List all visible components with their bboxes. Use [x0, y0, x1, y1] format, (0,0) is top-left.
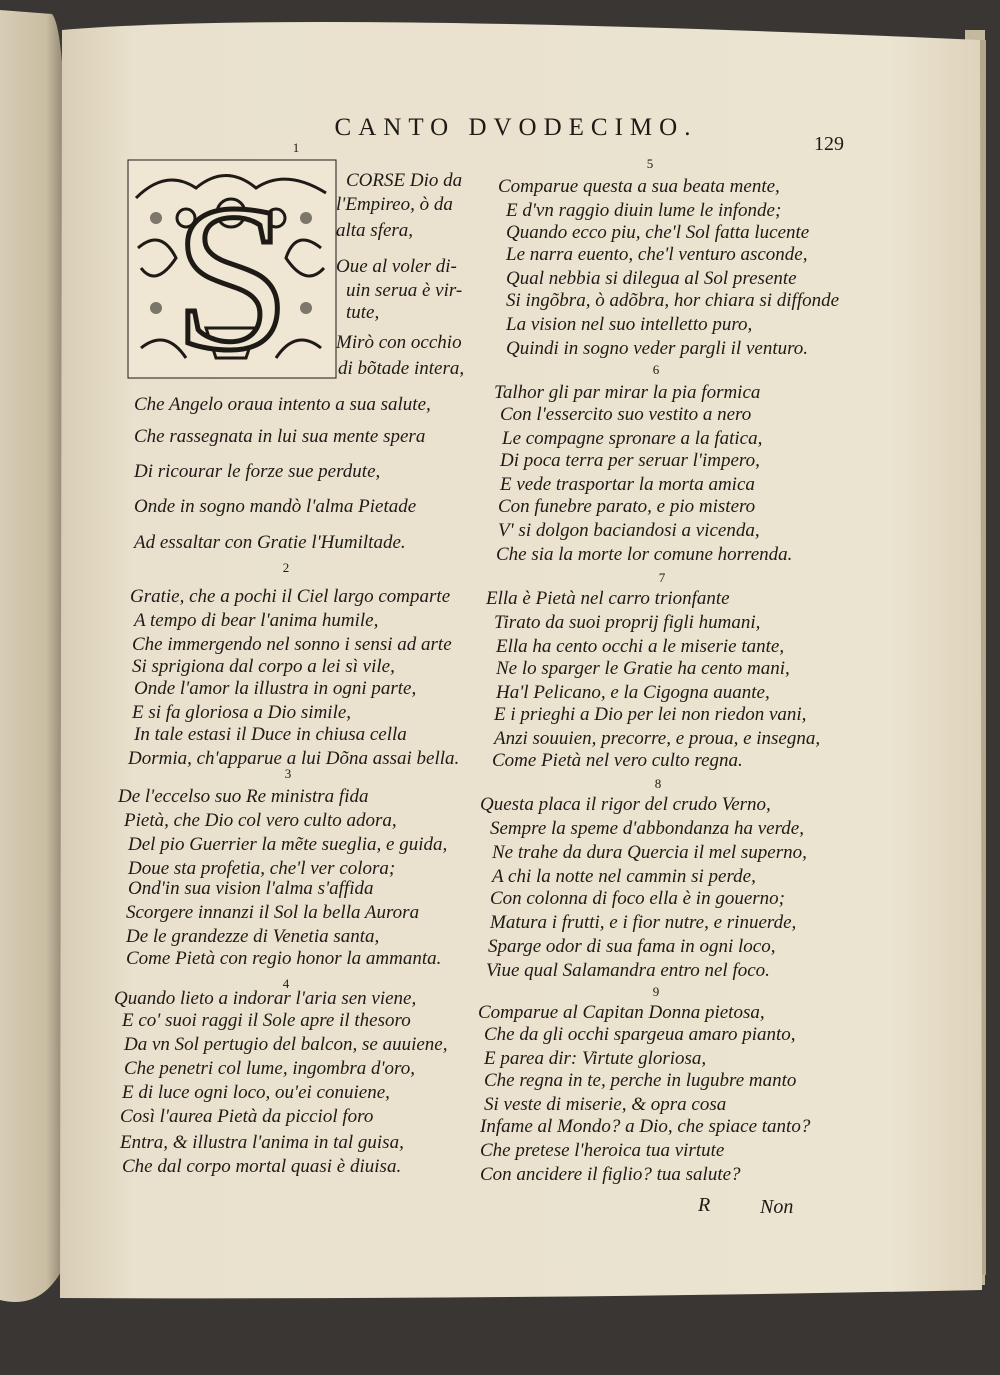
verse-line: In tale estasi il Duce in chiusa cella [134, 724, 407, 745]
verse-line: Di poca terra per seruar l'impero, [500, 450, 760, 471]
verse-line: Sempre la speme d'abbondanza ha verde, [490, 818, 804, 839]
stanza-number: 9 [652, 984, 660, 999]
verse-line: Ond'in sua vision l'alma s'affida [128, 878, 374, 899]
verse-line: Ha'l Pelicano, e la Cigogna auante, [496, 682, 770, 703]
verse-line: Con ancidere il figlio? tua salute? [480, 1164, 741, 1185]
verse-line: Infame al Mondo? a Dio, che spiace tanto? [480, 1116, 811, 1137]
verse-line: Del pio Guerrier la mẽte sueglia, e guida, [128, 834, 448, 855]
verse-line: Così l'aurea Pietà da picciol foro [120, 1106, 374, 1127]
stanza-number: 5 [646, 156, 654, 171]
verse-line: De l'eccelso suo Re ministra fida [118, 786, 369, 807]
verse-line: Anzi souuien, precorre, e proua, e insegna, [494, 728, 821, 749]
verse-line: Gratie, che a pochi il Ciel largo comparte [130, 586, 451, 607]
verse-line: Come Pietà con regio honor la ammanta. [126, 948, 442, 969]
verse-line: Sparge odor di sua fama in ogni loco, [488, 936, 776, 957]
verse-line: Viue qual Salamandra entro nel foco. [486, 960, 770, 981]
stanza-number: 4 [282, 976, 290, 991]
verse-line: E parea dir: Virtute gloriosa, [484, 1048, 707, 1069]
verse-line: De le grandezze di Venetia santa, [126, 926, 380, 947]
verse-line: Qual nebbia si dilegua al Sol presente [506, 268, 797, 289]
verse-line: Talhor gli par mirar la pia formica [494, 382, 761, 403]
signature-mark: R [698, 1194, 711, 1216]
verse-line: A chi la notte nel cammin si perde, [492, 866, 756, 887]
verse-line: Comparue questa a sua beata mente, [498, 176, 780, 197]
stanza-number: 6 [652, 362, 660, 377]
verse-line: Quando ecco piu, che'l Sol fatta lucente [506, 222, 810, 243]
verse-line: Da vn Sol pertugio del balcon, se auuiene, [124, 1034, 448, 1055]
verse-line: di bõtade intera, [338, 358, 465, 379]
stanza-number: 8 [654, 776, 662, 791]
drop-cap-ornament [126, 158, 338, 380]
catchword: Non [760, 1196, 794, 1218]
stanza-number: 7 [658, 570, 666, 585]
verse-line: Che da gli occhi spargeua amaro pianto, [484, 1024, 796, 1045]
verse-line: V' si dolgon baciandosi a vicenda, [498, 520, 760, 541]
verse-line: Ne lo sparger le Gratie ha cento mani, [496, 658, 790, 679]
stanza-number: 1 [292, 140, 300, 155]
verse-line: Che penetri col lume, ingombra d'oro, [124, 1058, 415, 1079]
verse-line: E di luce ogni loco, ou'ei conuiene, [122, 1082, 390, 1103]
verse-line: Scorgere innanzi il Sol la bella Aurora [126, 902, 420, 923]
verse-line: Questa placa il rigor del crudo Verno, [480, 794, 771, 815]
verse-line: Matura i frutti, e i fior nutre, e rinuerde, [490, 912, 797, 933]
verse-line: Entra, & illustra l'anima in tal guisa, [120, 1132, 404, 1153]
verse-line: Si ingõbra, ò adõbra, hor chiara si diffonde [506, 290, 840, 311]
verse-line: Di ricourar le forze sue perdute, [134, 461, 381, 482]
verse-line: A tempo di bear l'anima humile, [134, 610, 379, 631]
verse-line: Onde in sogno mandò l'alma Pietade [134, 496, 417, 517]
stanza-number: 3 [284, 766, 292, 781]
page-number: 129 [814, 133, 844, 155]
verse-line: Ella ha cento occhi a le miserie tante, [496, 636, 785, 657]
verse-line: Che sia la morte lor comune horrenda. [496, 544, 793, 565]
verse-line: Si veste di miserie, & opra cosa [484, 1094, 727, 1115]
verse-line: Che immergendo nel sonno i sensi ad arte [132, 634, 452, 655]
stanza-number: 2 [282, 560, 290, 575]
verse-line: Con l'essercito suo vestito a nero [500, 404, 752, 425]
drop-cap-letter: S [173, 162, 291, 380]
verse-line: Le compagne spronare a la fatica, [502, 428, 763, 449]
verse-line: Quindi in sogno veder pargli il venturo. [506, 338, 809, 359]
verse-line: tute, [346, 302, 380, 323]
verse-line: E i prieghi a Dio per lei non riedon vani, [494, 704, 807, 725]
verse-line: Si sprigiona dal corpo a lei sì vile, [132, 656, 395, 677]
verse-line: Come Pietà nel vero culto regna. [492, 750, 743, 771]
verse-line: Pietà, che Dio col vero culto adora, [124, 810, 397, 831]
verse-line: Che Angelo oraua intento a sua salute, [134, 394, 431, 415]
verse-line: Ella è Pietà nel carro trionfante [486, 588, 730, 609]
running-head: CANTO DVODECIMO. [334, 114, 698, 141]
verse-line: Che dal corpo mortal quasi è diuisa. [122, 1156, 402, 1177]
verse-line: Doue sta profetia, che'l ver colora; [128, 858, 396, 879]
left-page-edge [0, 10, 66, 1302]
verse-line: Quando lieto a indorar l'aria sen viene, [114, 988, 417, 1009]
book-page [66, 26, 978, 1296]
verse-line: Che pretese l'heroica tua virtute [480, 1140, 725, 1161]
verse-line: Con funebre parato, e pio mistero [498, 496, 756, 517]
verse-line: CORSE Dio da [346, 170, 463, 191]
verse-line: alta sfera, [336, 220, 414, 241]
verse-line: Ad essaltar con Gratie l'Humiltade. [134, 532, 406, 553]
verse-line: E co' suoi raggi il Sole apre il thesoro [122, 1010, 411, 1031]
verse-line: Comparue al Capitan Donna pietosa, [478, 1002, 765, 1023]
verse-line: Con colonna di foco ella è in gouerno; [490, 888, 785, 909]
verse-line: La vision nel suo intelletto puro, [506, 314, 753, 335]
verse-line: Mirò con occhio [336, 332, 462, 353]
verse-line: Che regna in te, perche in lugubre manto [484, 1070, 797, 1091]
verse-line: l'Empireo, ò da [336, 194, 453, 215]
verse-line: E vede trasportar la morta amica [500, 474, 755, 495]
verse-line: uin serua è vir- [346, 280, 463, 301]
verse-line: Le narra euento, che'l venturo asconde, [506, 244, 808, 265]
verse-line: Che rassegnata in lui sua mente spera [134, 426, 426, 447]
verse-line: Dormia, ch'apparue a lui Dõna assai bella. [128, 748, 460, 769]
verse-line: E d'vn raggio diuin lume le infonde; [506, 200, 782, 221]
verse-line: Onde l'amor la illustra in ogni parte, [134, 678, 417, 699]
verse-line: E si fa gloriosa a Dio simile, [132, 702, 352, 723]
verse-line: Ne trahe da dura Quercia il mel superno, [492, 842, 807, 863]
verse-line: Tirato da suoi proprij figli humani, [494, 612, 761, 633]
verse-line: Oue al voler di- [336, 256, 457, 277]
